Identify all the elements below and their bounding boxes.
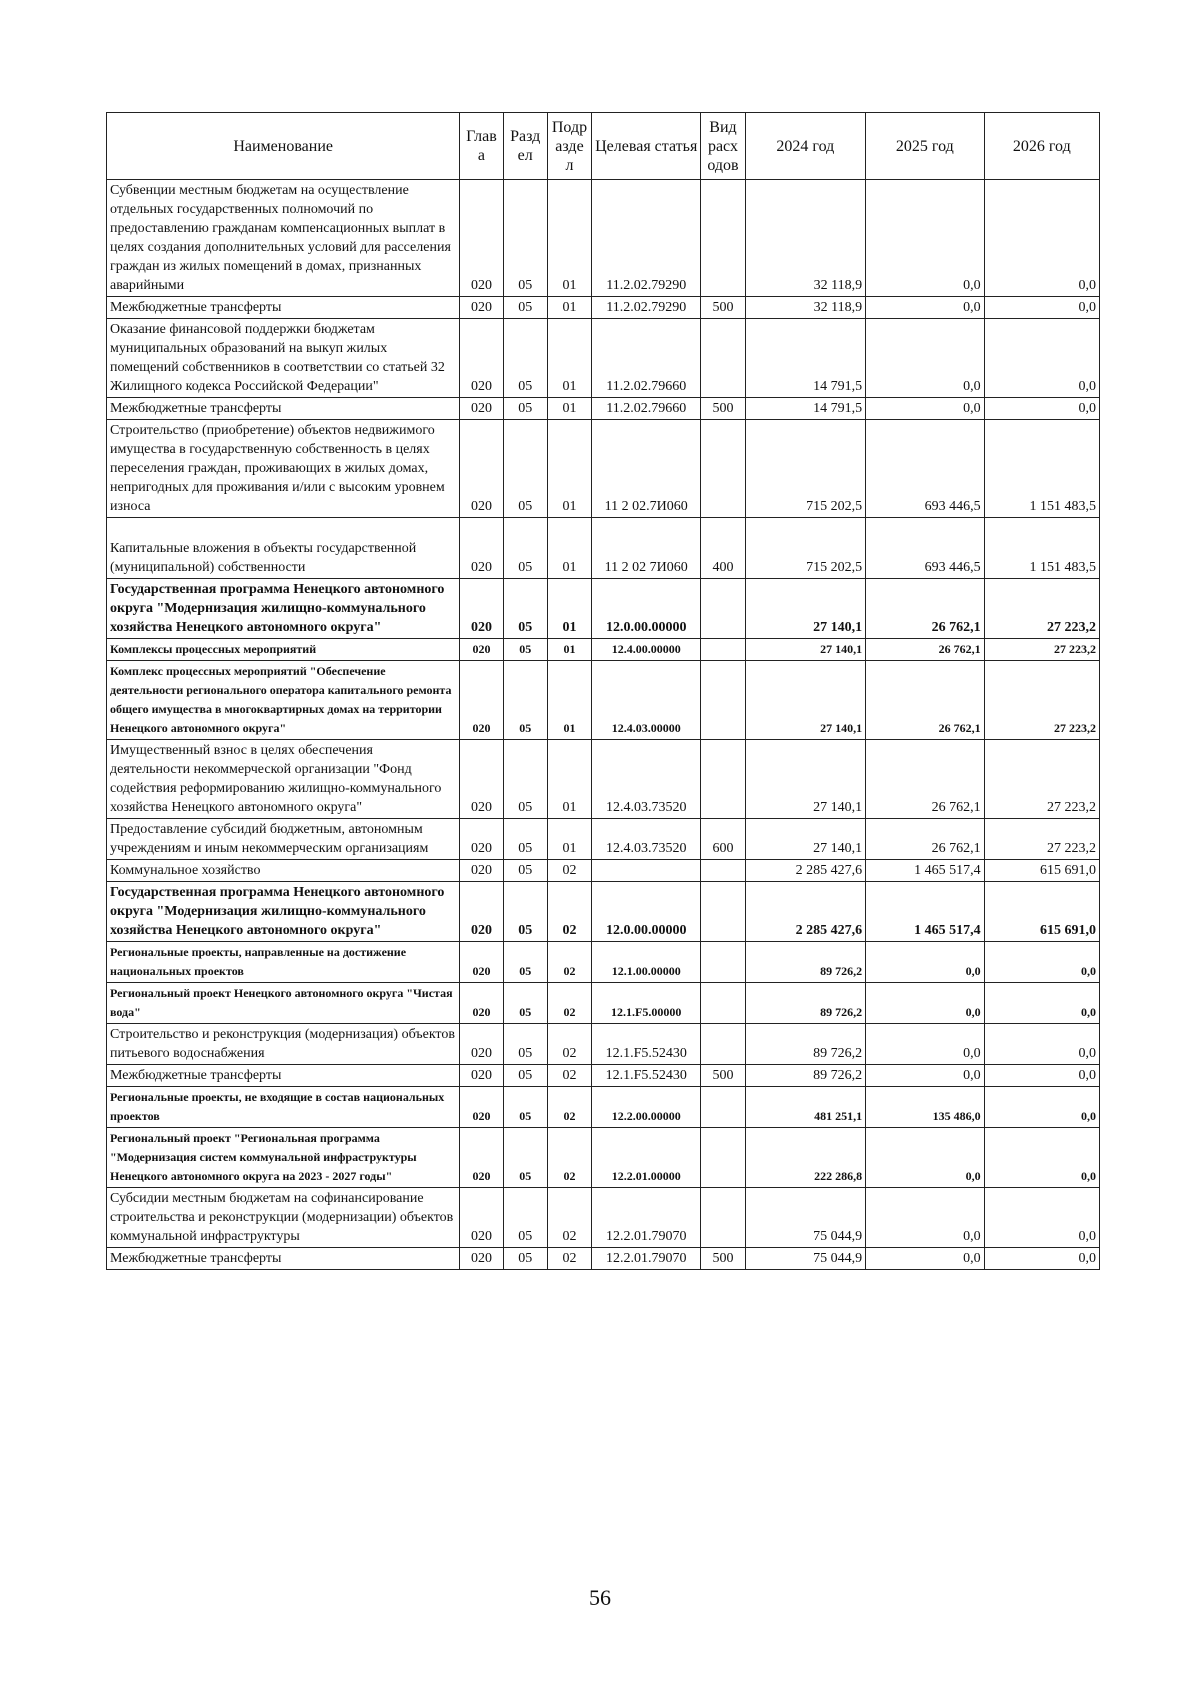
cell-2024: 32 118,9 xyxy=(745,297,866,319)
cell-expense-type xyxy=(701,319,745,398)
cell-2026: 27 223,2 xyxy=(984,661,1099,740)
cell-name: Межбюджетные трансферты xyxy=(107,297,460,319)
cell-subsection: 02 xyxy=(547,942,591,983)
cell-subsection: 02 xyxy=(547,1024,591,1065)
cell-section: 05 xyxy=(503,819,547,860)
cell-2026: 27 223,2 xyxy=(984,819,1099,860)
cell-expense-type xyxy=(701,882,745,942)
cell-name: Капитальные вложения в объекты государственной (муниципальной) собственности xyxy=(107,518,460,579)
cell-2025: 0,0 xyxy=(866,983,984,1024)
table-row xyxy=(107,942,1100,983)
cell-subsection: 02 xyxy=(547,983,591,1024)
cell-expense-type: 600 xyxy=(701,819,745,860)
cell-name: Региональные проекты, направленные на достижение национальных проектов xyxy=(107,942,460,983)
cell-target: 12.2.00.00000 xyxy=(592,1087,701,1128)
cell-2026: 0,0 xyxy=(984,983,1099,1024)
cell-2026: 1 151 483,5 xyxy=(984,518,1099,579)
page-number: 56 xyxy=(589,1585,611,1610)
table-row xyxy=(107,420,1100,518)
cell-name: Субвенции местным бюджетам на осуществление отдельных государственных полномочий по предоставлению гражданам компенсационных выплат в целях создания дополнительных условий для расселения граждан из жилых помещений в домах, признанных аварийными xyxy=(107,180,460,297)
cell-expense-type xyxy=(701,1128,745,1188)
cell-2024: 75 044,9 xyxy=(745,1248,866,1270)
cell-name: Комплексы процессных мероприятий xyxy=(107,639,460,661)
cell-chapter: 020 xyxy=(460,882,503,942)
cell-2026: 0,0 xyxy=(984,319,1099,398)
cell-subsection: 01 xyxy=(547,297,591,319)
cell-2026: 0,0 xyxy=(984,1188,1099,1248)
cell-section: 05 xyxy=(503,740,547,819)
cell-chapter: 020 xyxy=(460,661,503,740)
cell-target: 12.4.03.00000 xyxy=(592,661,701,740)
cell-chapter: 020 xyxy=(460,942,503,983)
table-row xyxy=(107,398,1100,420)
cell-section: 05 xyxy=(503,1248,547,1270)
cell-section: 05 xyxy=(503,639,547,661)
cell-subsection: 02 xyxy=(547,1065,591,1087)
cell-2026: 0,0 xyxy=(984,1087,1099,1128)
cell-expense-type xyxy=(701,639,745,661)
cell-section: 05 xyxy=(503,1188,547,1248)
header-type: Вид расх одов xyxy=(701,113,745,180)
cell-name: Коммунальное хозяйство xyxy=(107,860,460,882)
cell-2026: 0,0 xyxy=(984,398,1099,420)
cell-name: Предоставление субсидий бюджетным, автономным учреждениям и иным некоммерческим организациям xyxy=(107,819,460,860)
cell-2026: 615 691,0 xyxy=(984,860,1099,882)
cell-target: 11.2.02.79290 xyxy=(592,180,701,297)
cell-2025: 0,0 xyxy=(866,1188,984,1248)
cell-name: Межбюджетные трансферты xyxy=(107,398,460,420)
cell-subsection: 01 xyxy=(547,579,591,639)
cell-2024: 481 251,1 xyxy=(745,1087,866,1128)
cell-2025: 26 762,1 xyxy=(866,579,984,639)
cell-chapter: 020 xyxy=(460,860,503,882)
cell-2025: 0,0 xyxy=(866,297,984,319)
cell-chapter: 020 xyxy=(460,819,503,860)
cell-section: 05 xyxy=(503,319,547,398)
cell-target xyxy=(592,860,701,882)
cell-2024: 14 791,5 xyxy=(745,398,866,420)
cell-target: 11 2 02.7И060 xyxy=(592,420,701,518)
table-row xyxy=(107,180,1100,297)
header-2025: 2025 год xyxy=(866,113,984,180)
cell-2026: 0,0 xyxy=(984,297,1099,319)
cell-subsection: 02 xyxy=(547,882,591,942)
cell-section: 05 xyxy=(503,579,547,639)
cell-2024: 2 285 427,6 xyxy=(745,882,866,942)
cell-2026: 27 223,2 xyxy=(984,579,1099,639)
cell-expense-type xyxy=(701,983,745,1024)
cell-2025: 0,0 xyxy=(866,398,984,420)
cell-2025: 26 762,1 xyxy=(866,740,984,819)
cell-name: Межбюджетные трансферты xyxy=(107,1248,460,1270)
cell-expense-type xyxy=(701,420,745,518)
cell-subsection: 01 xyxy=(547,420,591,518)
cell-2026: 0,0 xyxy=(984,180,1099,297)
cell-expense-type xyxy=(701,661,745,740)
cell-target: 11 2 02 7И060 xyxy=(592,518,701,579)
cell-2024: 27 140,1 xyxy=(745,740,866,819)
cell-subsection: 02 xyxy=(547,1248,591,1270)
cell-expense-type xyxy=(701,942,745,983)
cell-expense-type: 500 xyxy=(701,398,745,420)
cell-subsection: 01 xyxy=(547,180,591,297)
cell-2025: 26 762,1 xyxy=(866,819,984,860)
cell-target: 12.1.F5.52430 xyxy=(592,1024,701,1065)
cell-chapter: 020 xyxy=(460,518,503,579)
table-row xyxy=(107,319,1100,398)
cell-chapter: 020 xyxy=(460,180,503,297)
cell-2026: 0,0 xyxy=(984,1065,1099,1087)
cell-subsection: 02 xyxy=(547,860,591,882)
cell-expense-type xyxy=(701,180,745,297)
cell-target: 12.4.00.00000 xyxy=(592,639,701,661)
cell-expense-type: 400 xyxy=(701,518,745,579)
cell-chapter: 020 xyxy=(460,1065,503,1087)
cell-name: Региональные проекты, не входящие в состав национальных проектов xyxy=(107,1087,460,1128)
cell-section: 05 xyxy=(503,1065,547,1087)
cell-2024: 89 726,2 xyxy=(745,1065,866,1087)
cell-target: 12.1.F5.52430 xyxy=(592,1065,701,1087)
cell-section: 05 xyxy=(503,180,547,297)
cell-section: 05 xyxy=(503,398,547,420)
cell-subsection: 01 xyxy=(547,398,591,420)
cell-expense-type xyxy=(701,1188,745,1248)
cell-2025: 135 486,0 xyxy=(866,1087,984,1128)
cell-2025: 1 465 517,4 xyxy=(866,882,984,942)
header-subsection: Подр азде л xyxy=(547,113,591,180)
cell-2024: 27 140,1 xyxy=(745,661,866,740)
cell-chapter: 020 xyxy=(460,740,503,819)
cell-chapter: 020 xyxy=(460,1024,503,1065)
table-row xyxy=(107,1024,1100,1065)
cell-subsection: 02 xyxy=(547,1188,591,1248)
cell-subsection: 01 xyxy=(547,319,591,398)
cell-name: Региональный проект Ненецкого автономного округа "Чистая вода" xyxy=(107,983,460,1024)
cell-subsection: 01 xyxy=(547,740,591,819)
cell-name: Государственная программа Ненецкого автономного округа "Модернизация жилищно-коммунального хозяйства Ненецкого автономного округа" xyxy=(107,579,460,639)
cell-2026: 0,0 xyxy=(984,1024,1099,1065)
cell-subsection: 02 xyxy=(547,1087,591,1128)
header-section: Разд ел xyxy=(503,113,547,180)
cell-target: 12.0.00.00000 xyxy=(592,882,701,942)
cell-2024: 75 044,9 xyxy=(745,1188,866,1248)
cell-target: 12.2.01.00000 xyxy=(592,1128,701,1188)
cell-2024: 715 202,5 xyxy=(745,518,866,579)
cell-2026: 615 691,0 xyxy=(984,882,1099,942)
cell-section: 05 xyxy=(503,661,547,740)
cell-section: 05 xyxy=(503,882,547,942)
cell-name: Межбюджетные трансферты xyxy=(107,1065,460,1087)
cell-2024: 89 726,2 xyxy=(745,1024,866,1065)
cell-2026: 27 223,2 xyxy=(984,639,1099,661)
header-2026: 2026 год xyxy=(984,113,1099,180)
cell-section: 05 xyxy=(503,983,547,1024)
cell-chapter: 020 xyxy=(460,983,503,1024)
cell-2024: 27 140,1 xyxy=(745,819,866,860)
cell-target: 11.2.02.79290 xyxy=(592,297,701,319)
cell-target: 12.1.00.00000 xyxy=(592,942,701,983)
cell-chapter: 020 xyxy=(460,398,503,420)
cell-name: Строительство и реконструкция (модернизация) объектов питьевого водоснабжения xyxy=(107,1024,460,1065)
cell-2026: 27 223,2 xyxy=(984,740,1099,819)
cell-name: Субсидии местным бюджетам на софинансирование строительства и реконструкции (модернизации) объектов коммунальной инфраструктуры xyxy=(107,1188,460,1248)
cell-chapter: 020 xyxy=(460,1087,503,1128)
cell-subsection: 01 xyxy=(547,518,591,579)
cell-subsection: 01 xyxy=(547,661,591,740)
cell-target: 12.4.03.73520 xyxy=(592,819,701,860)
cell-expense-type xyxy=(701,740,745,819)
table-row xyxy=(107,1065,1100,1087)
cell-2025: 0,0 xyxy=(866,942,984,983)
header-name: Наименование xyxy=(107,113,460,180)
header-2024: 2024 год xyxy=(745,113,866,180)
cell-chapter: 020 xyxy=(460,1188,503,1248)
cell-expense-type xyxy=(701,1024,745,1065)
cell-expense-type: 500 xyxy=(701,1065,745,1087)
cell-2025: 26 762,1 xyxy=(866,639,984,661)
cell-target: 12.2.01.79070 xyxy=(592,1248,701,1270)
header-target: Целевая статья xyxy=(592,113,701,180)
cell-section: 05 xyxy=(503,420,547,518)
table-row xyxy=(107,579,1100,639)
cell-2026: 0,0 xyxy=(984,1248,1099,1270)
cell-2024: 32 118,9 xyxy=(745,180,866,297)
cell-target: 11.2.02.79660 xyxy=(592,319,701,398)
table-row xyxy=(107,1248,1100,1270)
table-row xyxy=(107,639,1100,661)
cell-2025: 0,0 xyxy=(866,1128,984,1188)
cell-2024: 715 202,5 xyxy=(745,420,866,518)
cell-name: Оказание финансовой поддержки бюджетам муниципальных образований на выкуп жилых помещений собственников в соответствии со статьей 32 Жилищного кодекса Российской Федерации" xyxy=(107,319,460,398)
cell-target: 12.1.F5.00000 xyxy=(592,983,701,1024)
cell-target: 11.2.02.79660 xyxy=(592,398,701,420)
cell-target: 12.2.01.79070 xyxy=(592,1188,701,1248)
cell-2025: 0,0 xyxy=(866,319,984,398)
cell-section: 05 xyxy=(503,1024,547,1065)
cell-2025: 693 446,5 xyxy=(866,518,984,579)
cell-name: Государственная программа Ненецкого автономного округа "Модернизация жилищно-коммунального хозяйства Ненецкого автономного округа" xyxy=(107,882,460,942)
cell-2025: 693 446,5 xyxy=(866,420,984,518)
budget-table xyxy=(106,112,1100,1270)
cell-2025: 0,0 xyxy=(866,1065,984,1087)
cell-expense-type xyxy=(701,579,745,639)
cell-section: 05 xyxy=(503,518,547,579)
cell-chapter: 020 xyxy=(460,579,503,639)
cell-name: Имущественный взнос в целях обеспечения деятельности некоммерческой организации "Фонд содействия реформированию жилищно-коммунального хозяйства Ненецкого автономного округа" xyxy=(107,740,460,819)
header-row xyxy=(107,113,1100,180)
cell-2024: 14 791,5 xyxy=(745,319,866,398)
cell-expense-type: 500 xyxy=(701,1248,745,1270)
cell-2024: 222 286,8 xyxy=(745,1128,866,1188)
cell-target: 12.4.03.73520 xyxy=(592,740,701,819)
cell-subsection: 01 xyxy=(547,819,591,860)
cell-2025: 0,0 xyxy=(866,180,984,297)
cell-section: 05 xyxy=(503,860,547,882)
cell-2025: 0,0 xyxy=(866,1024,984,1065)
cell-section: 05 xyxy=(503,1087,547,1128)
cell-chapter: 020 xyxy=(460,1248,503,1270)
table-row xyxy=(107,819,1100,860)
cell-2025: 0,0 xyxy=(866,1248,984,1270)
cell-2025: 26 762,1 xyxy=(866,661,984,740)
cell-2026: 1 151 483,5 xyxy=(984,420,1099,518)
cell-section: 05 xyxy=(503,942,547,983)
table-row xyxy=(107,1188,1100,1248)
cell-expense-type xyxy=(701,860,745,882)
cell-2026: 0,0 xyxy=(984,942,1099,983)
cell-2025: 1 465 517,4 xyxy=(866,860,984,882)
cell-expense-type xyxy=(701,1087,745,1128)
cell-subsection: 01 xyxy=(547,639,591,661)
cell-section: 05 xyxy=(503,1128,547,1188)
table-body xyxy=(107,180,1100,1270)
cell-section: 05 xyxy=(503,297,547,319)
table-row xyxy=(107,1087,1100,1128)
cell-expense-type: 500 xyxy=(701,297,745,319)
cell-2026: 0,0 xyxy=(984,1128,1099,1188)
table-row xyxy=(107,297,1100,319)
table-row xyxy=(107,661,1100,740)
table-row xyxy=(107,882,1100,942)
cell-chapter: 020 xyxy=(460,297,503,319)
table-row xyxy=(107,1128,1100,1188)
cell-2024: 89 726,2 xyxy=(745,942,866,983)
cell-2024: 27 140,1 xyxy=(745,579,866,639)
cell-2024: 2 285 427,6 xyxy=(745,860,866,882)
header-chapter: Глав а xyxy=(460,113,503,180)
table-row xyxy=(107,860,1100,882)
cell-chapter: 020 xyxy=(460,420,503,518)
cell-chapter: 020 xyxy=(460,1128,503,1188)
cell-2024: 27 140,1 xyxy=(745,639,866,661)
cell-chapter: 020 xyxy=(460,639,503,661)
table-row xyxy=(107,983,1100,1024)
table-row xyxy=(107,518,1100,579)
cell-name: Комплекс процессных мероприятий "Обеспечение деятельности регионального оператора капитального ремонта общего имущества в многоквартирных домах на территории Ненецкого автономного округа" xyxy=(107,661,460,740)
cell-chapter: 020 xyxy=(460,319,503,398)
cell-name: Строительство (приобретение) объектов недвижимого имущества в государственную собственность в целях переселения граждан, проживающих в жилых домах, непригодных для проживания и/или с высоким уровнем износа xyxy=(107,420,460,518)
cell-name: Региональный проект "Региональная программа "Модернизация систем коммунальной инфраструктуры Ненецкого автономного округа на 2023 - 2027 годы" xyxy=(107,1128,460,1188)
table-row xyxy=(107,740,1100,819)
cell-2024: 89 726,2 xyxy=(745,983,866,1024)
cell-target: 12.0.00.00000 xyxy=(592,579,701,639)
cell-subsection: 02 xyxy=(547,1128,591,1188)
